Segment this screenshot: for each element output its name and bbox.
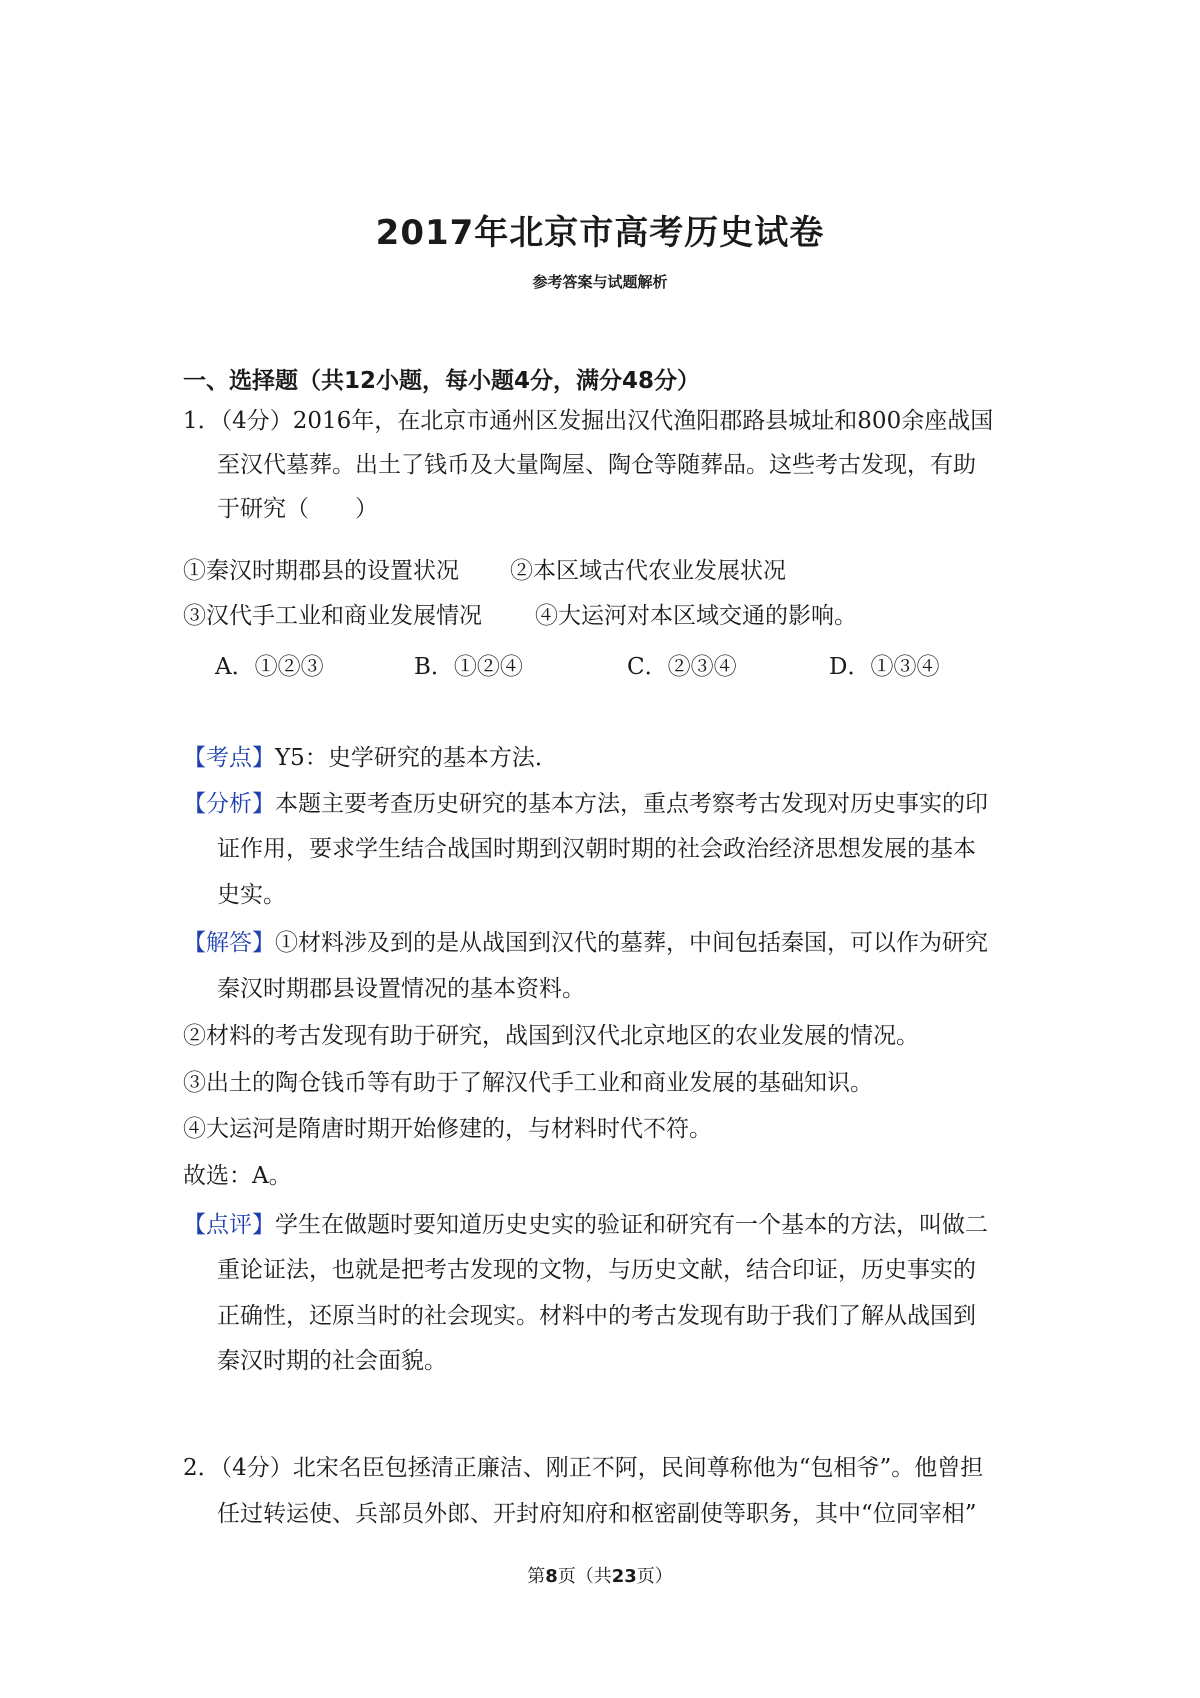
dianping-tag: 【点评】 [183, 1212, 275, 1238]
page-footer [0, 1562, 1200, 1588]
dianping-row [183, 1210, 988, 1240]
dianping-line-1: 学生在做题时要知道历史史实的验证和研究有一个基本的方法，叫做二 [275, 1212, 988, 1238]
q2-stem-line-2: 任过转运使、兵部员外郎、开封府知府和枢密副使等职务，其中“位同宰相” [217, 1501, 977, 1527]
footer-prefix: 第 [527, 1566, 546, 1587]
kaodian-row [183, 743, 558, 773]
q1-stem-line-1: 1．（4分）2016年，在北京市通州区发掘出汉代渔阳郡路县城址和800余座战国 [183, 408, 994, 434]
fenxi-row [183, 789, 988, 819]
jieda-line-2: 秦汉时期郡县设置情况的基本资料。 [217, 976, 585, 1002]
fenxi-tag: 【分析】 [183, 791, 275, 817]
kaodian-tag: 【考点】 [183, 745, 275, 771]
page-title: 2017年北京市高考历史试卷 [375, 213, 825, 253]
q2-stem-line-1: 2．（4分）北宋名臣包拯清正廉洁、刚正不阿，民间尊称他为“包相爷”。他曾担 [183, 1455, 984, 1481]
page-subtitle: 参考答案与试题解析 [532, 273, 668, 291]
q1-item-4: ④大运河对本区域交通的影响。 [535, 603, 857, 629]
dianping-line-3: 正确性，还原当时的社会现实。材料中的考古发现有助于我们了解从战国到 [217, 1303, 976, 1329]
answer-line: 故选：A。 [183, 1163, 292, 1189]
jieda-item-4: ④大运河是隋唐时期开始修建的，与材料时代不符。 [183, 1116, 712, 1142]
footer-total-pages: 23 [611, 1566, 637, 1587]
q1-item-3: ③汉代手工业和商业发展情况 [183, 603, 482, 629]
dianping-line-2: 重论证法，也就是把考古发现的文物，与历史文献，结合印证，历史事实的 [217, 1257, 976, 1283]
q1-item-1: ①秦汉时期郡县的设置状况 [183, 558, 459, 584]
q1-stem-line-2: 至汉代墓葬。出土了钱币及大量陶屋、陶仓等随葬品。这些考古发现，有助 [217, 452, 976, 478]
jieda-item-2: ②材料的考古发现有助于研究，战国到汉代北京地区的农业发展的情况。 [183, 1023, 919, 1049]
section-heading: 一、选择题（共12小题，每小题4分，满分48分） [183, 368, 701, 394]
footer-middle: 页（共 [557, 1566, 612, 1587]
q1-option-c: C．②③④ [627, 654, 737, 680]
q1-stem-line-3: 于研究（ ） [217, 496, 378, 522]
footer-current-page: 8 [545, 1566, 558, 1587]
q1-option-b: B．①②④ [414, 654, 523, 680]
jieda-tag: 【解答】 [183, 930, 275, 956]
jieda-row [183, 928, 988, 958]
jieda-line-1: ①材料涉及到的是从战国到汉代的墓葬，中间包括秦国，可以作为研究 [275, 930, 988, 956]
dianping-line-4: 秦汉时期的社会面貌。 [217, 1348, 447, 1374]
q1-option-a: A．①②③ [215, 654, 324, 680]
fenxi-line-2: 证作用，要求学生结合战国时期到汉朝时期的社会政治经济思想发展的基本 [217, 836, 976, 862]
q1-option-d: D．①③④ [829, 654, 940, 680]
footer-suffix: 页） [636, 1566, 673, 1587]
jieda-item-3: ③出土的陶仓钱币等有助于了解汉代手工业和商业发展的基础知识。 [183, 1070, 873, 1096]
q1-item-2: ②本区域古代农业发展状况 [510, 558, 786, 584]
fenxi-line-3: 史实。 [217, 882, 286, 908]
fenxi-line-1: 本题主要考查历史研究的基本方法，重点考察考古发现对历史事实的印 [275, 791, 988, 817]
kaodian-text: Y5：史学研究的基本方法． [275, 745, 558, 771]
